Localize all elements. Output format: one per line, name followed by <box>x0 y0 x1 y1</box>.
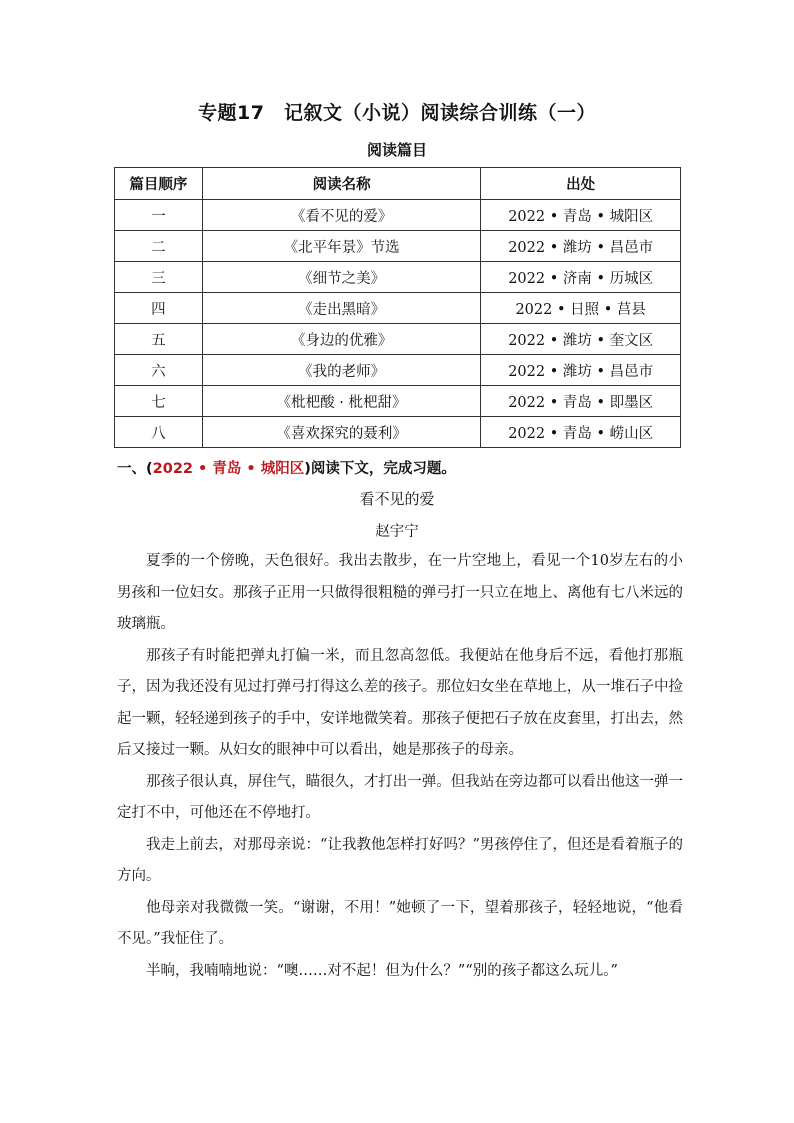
cell-source: 2022 • 日照 • 莒县 <box>481 293 681 324</box>
table-row <box>115 355 681 386</box>
cell-name: 《看不见的爱》 <box>202 200 480 231</box>
cell-source: 2022 • 潍坊 • 昌邑市 <box>481 231 681 262</box>
cell-source: 2022 • 青岛 • 即墨区 <box>481 386 681 417</box>
table-row <box>115 293 681 324</box>
page-title: 专题17 记叙文（小说）阅读综合训练（一） <box>198 102 596 124</box>
cell-name: 《我的老师》 <box>202 355 480 386</box>
story-title: 看不见的爱 <box>359 490 435 508</box>
question-prefix: 一、( <box>117 461 153 477</box>
story-paragraph: 我走上前去，对那母亲说：“让我教他怎样打好吗？”男孩停住了，但还是看着瓶子的方向。 <box>117 836 683 884</box>
cell-source: 2022 • 青岛 • 城阳区 <box>481 200 681 231</box>
table-header-row <box>115 168 681 200</box>
cell-order: 三 <box>115 262 203 293</box>
cell-source: 2022 • 青岛 • 崂山区 <box>481 417 681 448</box>
cell-order: 五 <box>115 324 203 355</box>
cell-order: 二 <box>115 231 203 262</box>
question-source: 2022 • 青岛 • 城阳区 <box>152 461 305 477</box>
story-body <box>117 546 683 987</box>
cell-source: 2022 • 潍坊 • 昌邑市 <box>481 355 681 386</box>
table-row <box>115 417 681 448</box>
table-caption: 阅读篇目 <box>366 141 427 159</box>
cell-order: 八 <box>115 417 203 448</box>
story-paragraph: 那孩子很认真，屏住气，瞄很久，才打出一弹。但我站在旁边都可以看出他这一弹一定打不中，可他还在不停地打。 <box>117 773 683 821</box>
column-header-source: 出处 <box>481 168 681 200</box>
cell-order: 六 <box>115 355 203 386</box>
story-paragraph: 他母亲对我微微一笑。“谢谢，不用！”她顿了一下，望着那孩子，轻轻地说，“他看不见。”我怔住了。 <box>117 899 683 947</box>
cell-name: 《细节之美》 <box>202 262 480 293</box>
table-row <box>115 386 681 417</box>
story-paragraph: 那孩子有时能把弹丸打偏一米，而且忽高忽低。我便站在他身后不远，看他打那瓶子，因为我还没有见过打弹弓打得这么差的孩子。那位妇女坐在草地上，从一堆石子中捡起一颗，轻轻递到孩子的手中，安详地微笑着。那孩子便把石子放在皮套里，打出去，然后又接过一颗。从妇女的眼神中可以看出，她是那孩子的母亲。 <box>117 647 683 758</box>
cell-name: 《走出黑暗》 <box>202 293 480 324</box>
question-instruction: )阅读下文，完成习题。 <box>304 461 456 477</box>
cell-name: 《枇杷酸 · 枇杷甜》 <box>202 386 480 417</box>
story-author: 赵宇宁 <box>375 524 419 540</box>
cell-name: 《喜欢探究的聂利》 <box>202 417 480 448</box>
question-heading <box>117 457 456 478</box>
story-paragraph: 半晌，我喃喃地说：“噢……对不起！但为什么？”“别的孩子都这么玩儿。” <box>146 962 618 979</box>
column-header-order: 篇目顺序 <box>115 168 203 200</box>
cell-source: 2022 • 济南 • 历城区 <box>481 262 681 293</box>
cell-order: 一 <box>115 200 203 231</box>
table-row <box>115 262 681 293</box>
story-paragraph: 夏季的一个傍晚，天色很好。我出去散步，在一片空地上，看见一个10岁左右的小男孩和一位妇女。那孩子正用一只做得很粗糙的弹弓打一只立在地上、离他有七八米远的玻璃瓶。 <box>117 553 683 632</box>
cell-order: 七 <box>115 386 203 417</box>
table-row <box>115 200 681 231</box>
cell-source: 2022 • 潍坊 • 奎文区 <box>481 324 681 355</box>
cell-order: 四 <box>115 293 203 324</box>
cell-name: 《北平年景》节选 <box>202 231 480 262</box>
reading-list-table <box>114 167 681 448</box>
table-row <box>115 324 681 355</box>
cell-name: 《身边的优雅》 <box>202 324 480 355</box>
column-header-name: 阅读名称 <box>202 168 480 200</box>
table-row <box>115 231 681 262</box>
